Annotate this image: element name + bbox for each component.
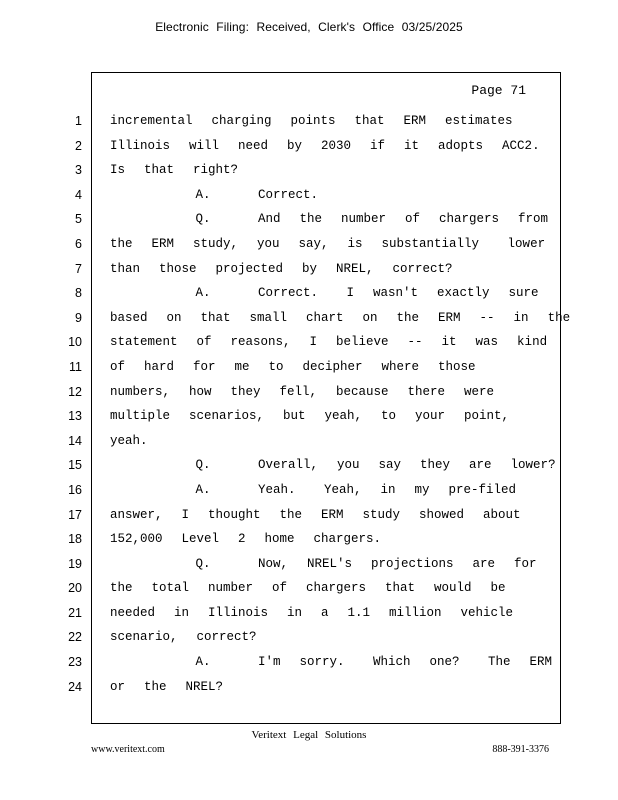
line-number: 4: [75, 187, 82, 202]
transcript-line: [0, 677, 618, 702]
line-text: of hard for me to decipher where those: [110, 359, 476, 374]
line-text: Q. Now, NREL's projections are for: [110, 556, 537, 571]
footer-phone: 888-391-3376: [492, 744, 549, 755]
line-number: 8: [75, 286, 82, 301]
page-number: Page 71: [471, 83, 526, 98]
transcript-line: [0, 382, 618, 407]
line-number: 15: [68, 458, 82, 473]
line-text: numbers, how they fell, because there were: [110, 384, 495, 399]
line-number: 6: [75, 236, 82, 251]
transcript-line: [0, 308, 618, 333]
line-number: 22: [68, 630, 82, 645]
line-text: Is that right?: [110, 163, 239, 178]
line-number: 5: [75, 212, 82, 227]
line-text: based on that small chart on the ERM -- in the: [110, 310, 571, 325]
transcript-lines: [0, 111, 618, 701]
line-text: A. Yeah. Yeah, in my pre-filed: [110, 482, 517, 497]
transcript-line: [0, 431, 618, 456]
transcript-line: [0, 455, 618, 480]
transcript-line: [0, 578, 618, 603]
transcript-line: [0, 283, 618, 308]
transcript-line: [0, 627, 618, 652]
transcript-line: [0, 160, 618, 185]
line-text: 152,000 Level 2 home chargers.: [110, 532, 382, 547]
line-text: Illinois will need by 2030 if it adopts ACC2.: [110, 138, 540, 153]
line-number: 1: [75, 114, 82, 128]
line-text: Q. And the number of chargers from: [110, 212, 549, 227]
line-text: scenario, correct?: [110, 630, 257, 645]
line-text: statement of reasons, I believe -- it was kind: [110, 335, 548, 350]
footer-company-name: Veritext Legal Solutions: [251, 729, 367, 741]
line-number: 20: [68, 581, 82, 596]
line-text: needed in Illinois in a 1.1 million vehicle: [110, 605, 514, 620]
transcript-line: [0, 357, 618, 382]
transcript-line: [0, 603, 618, 628]
line-number: 10: [68, 335, 82, 350]
line-text: yeah.: [110, 433, 148, 448]
line-text: Q. Overall, you say they are lower?: [110, 458, 556, 473]
transcript-line: [0, 185, 618, 210]
transcript-line: [0, 652, 618, 677]
line-number: 17: [68, 507, 82, 522]
line-number: 3: [75, 163, 82, 178]
line-number: 18: [68, 532, 82, 547]
line-number: 7: [75, 261, 82, 276]
line-number: 9: [75, 310, 82, 325]
transcript-line: [0, 111, 618, 136]
transcript-line: [0, 209, 618, 234]
line-number: 23: [68, 655, 82, 670]
line-number: 12: [68, 384, 82, 399]
line-text: multiple scenarios, but yeah, to your point,: [110, 409, 510, 424]
line-number: 2: [75, 138, 82, 153]
line-text: or the NREL?: [110, 679, 224, 694]
transcript-line: [0, 406, 618, 431]
line-text: incremental charging points that ERM estimates: [110, 114, 513, 128]
line-text: than those projected by NREL, correct?: [110, 261, 453, 276]
line-number: 19: [68, 556, 82, 571]
line-number: 16: [68, 482, 82, 497]
line-text: the total number of chargers that would be: [110, 581, 506, 596]
line-number: 13: [68, 409, 82, 424]
line-text: answer, I thought the ERM study showed about: [110, 507, 521, 522]
line-text: the ERM study, you say, is substantially lower: [110, 236, 546, 251]
line-number: 14: [68, 433, 82, 448]
footer-website: www.veritext.com: [91, 744, 165, 755]
transcript-line: [0, 480, 618, 505]
line-text: A. Correct.: [110, 187, 319, 202]
line-number: 21: [68, 605, 82, 620]
transcript-line: [0, 259, 618, 284]
line-number: 11: [69, 359, 82, 374]
line-text: A. I'm sorry. Which one? The ERM: [110, 655, 553, 670]
transcript-line: [0, 234, 618, 259]
transcript-line: [0, 136, 618, 161]
line-text: A. Correct. I wasn't exactly sure: [110, 286, 539, 301]
transcript-line: [0, 332, 618, 357]
transcript-line: [0, 529, 618, 554]
line-number: 24: [68, 679, 82, 694]
filing-stamp-header: Electronic Filing: Received, Clerk's Office 03/25/2025: [155, 20, 463, 34]
transcript-line: [0, 554, 618, 579]
transcript-line: [0, 505, 618, 530]
